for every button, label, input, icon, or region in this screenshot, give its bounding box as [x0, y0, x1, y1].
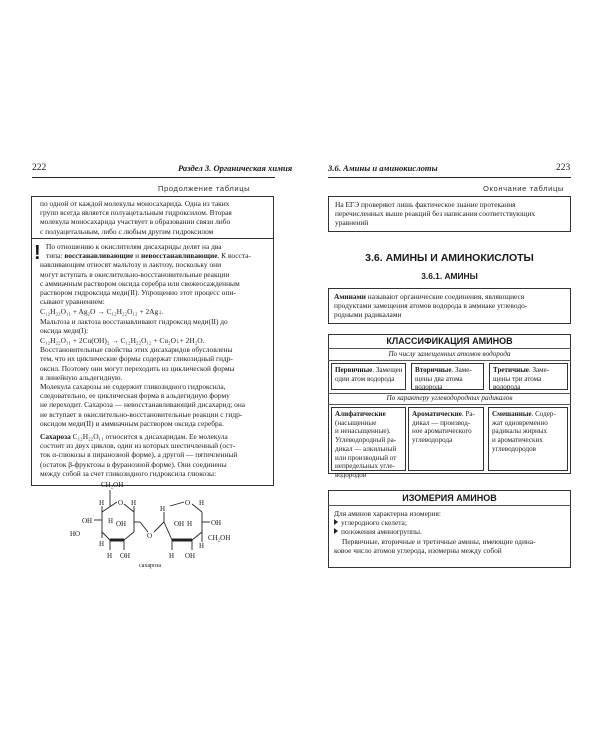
- text-line: с аммиачным раствором оксида серебра или свежеосажденным: [40, 278, 240, 288]
- cell-tertiary: [489, 363, 568, 395]
- equation-silver-mirror: C₁₂H₂₂O₁₁ + Ag₂O → C₁₂H₂₂O₁₂ + 2Ag↓.: [40, 307, 164, 317]
- subsection-title: 3.6.1. АМИНЫ: [421, 271, 478, 281]
- bond-line: [164, 522, 172, 540]
- text-line: щены три атома: [493, 374, 542, 383]
- text-line: водорода: [493, 383, 521, 392]
- bond-line: [192, 532, 202, 540]
- term-primary: Первичные: [335, 366, 373, 374]
- label-h: H: [199, 499, 205, 507]
- text-line: По отношению к окислителям дисахариды делят на два: [46, 242, 222, 251]
- text-line: (остаток β-фруктозы в фуранозной форме). Они соединены: [40, 459, 227, 469]
- text-line: жат одновременно: [492, 418, 548, 427]
- label-h: H: [131, 499, 137, 507]
- label-ch2oh-fructose: CH₂OH: [208, 534, 231, 542]
- label-h: H: [107, 552, 113, 560]
- text-line: щены два атома: [415, 374, 463, 383]
- sucrose-structure: [60, 478, 260, 570]
- bond-line: [170, 502, 184, 506]
- text-span: типа:: [46, 251, 65, 261]
- header-rule-left: [32, 177, 275, 178]
- text-line: непредельных угле-: [335, 462, 395, 471]
- text-line: [334, 292, 568, 301]
- warning-icon: !: [34, 242, 41, 264]
- text-line: тем, что их циклические формы содержат гликозидный гидр-: [40, 354, 233, 364]
- term-aliphatic: Алифатические: [335, 410, 386, 418]
- label-h: H: [160, 505, 166, 513]
- text-span: . К восста-: [217, 251, 251, 261]
- bond-line: [154, 522, 164, 532]
- text-line: оксидом меди(II) и аммиачным раствором оксида серебра.: [40, 418, 224, 428]
- bond-line: [140, 522, 148, 532]
- text-line: уравнений: [335, 218, 369, 228]
- label-bridge-oxygen: O: [147, 532, 153, 540]
- label-oh: OH: [211, 519, 222, 527]
- label-ring-oxygen: O: [185, 499, 191, 507]
- text-line: с полуацетальным, либо с любым другим гидроксилом: [40, 226, 214, 236]
- running-head-left: Раздел 3. Органическая химия: [178, 163, 293, 173]
- text-span: . Ра-: [461, 410, 475, 418]
- text-line: ное ароматического: [412, 427, 472, 436]
- text-line: Восстановительные свойства этих дисахаридов обусловлены: [40, 345, 233, 355]
- text-line: не переходит. Сахароза — невосстанавливающий дисахарид; она: [40, 400, 246, 410]
- term-mixed: Смешанные: [492, 410, 532, 418]
- bond-line: [102, 502, 117, 512]
- bond-line: [124, 532, 134, 540]
- text-line: Углеводородный ра-: [335, 436, 397, 445]
- running-head-right: 3.6. Амины и аминокислоты: [328, 163, 438, 173]
- table-rule: [328, 360, 571, 361]
- text-line: и ароматических: [492, 436, 543, 445]
- text-line: радикалы жирных: [492, 427, 548, 436]
- text-line: [493, 366, 564, 375]
- text-line: по одной от каждой молекулы моносахарида. Одна из таких: [40, 199, 230, 208]
- text-line: [412, 410, 481, 419]
- isomerism-text: [334, 509, 568, 555]
- definition-text: [334, 292, 568, 320]
- cell-secondary: [411, 363, 484, 395]
- page-number-right: 223: [556, 163, 571, 173]
- label-oh: OH: [174, 520, 185, 528]
- text-span: . Замещен: [372, 366, 403, 374]
- text-line: Первичные, вторичные и третичные амины, имеющие одина-: [342, 536, 536, 546]
- text-line: Для аминов характерна изомерия:: [334, 509, 441, 518]
- text-line: не вступает в окислительно-восстановительные реакции с гидр-: [40, 409, 243, 419]
- term-sucrose: Сахароза: [40, 432, 71, 442]
- text-line: [335, 410, 405, 419]
- text-line: углеводородов: [492, 444, 536, 453]
- text-line: дикал — производ-: [412, 418, 471, 427]
- label-oh: OH: [185, 552, 196, 560]
- text-line: [492, 410, 564, 419]
- isomerism-title: ИЗОМЕРИЯ АМИНОВ: [402, 493, 497, 503]
- cell-aliphatic: [331, 407, 409, 483]
- text-line: между собой за счет гликозидного гидроксила глюкозы:: [40, 468, 217, 478]
- term-secondary: Вторичные: [415, 366, 452, 374]
- term-nonreducing: невосстанавливающие: [140, 251, 218, 261]
- text-line: [46, 251, 272, 260]
- label-h: H: [99, 540, 105, 548]
- label-oh: OH: [82, 517, 93, 525]
- text-line: Молекула сахарозы не содержит гликозидного гидроксила,: [40, 382, 226, 392]
- label-h: H: [108, 517, 114, 525]
- label-oh: OH: [120, 552, 131, 560]
- heading-by-radical: По характеру углеводородных радикалов: [386, 394, 513, 402]
- term-reducing: восстанавливающие: [64, 251, 134, 261]
- header-rule-right: [328, 177, 571, 178]
- text-line: групп всегда является полуацетальным гидроксилом. Вторая: [40, 208, 232, 218]
- table-rule: [328, 404, 571, 405]
- text-line: раствором гидроксида меди(II). Упрощенно этот процесс опи-: [40, 288, 236, 297]
- heading-by-hydrogen: По числу замещенных атомов водорода: [388, 350, 511, 358]
- table-divider-left: [31, 238, 274, 239]
- continuation-label-left: Продолжение таблицы: [158, 184, 251, 193]
- cell-mixed: [488, 407, 568, 457]
- table-rule: [328, 348, 571, 349]
- text-span: C₁₂H₂₂O₁₁ относится к дисахаридам. Ее молекула: [70, 432, 228, 442]
- text-line: водородов: [335, 470, 367, 479]
- text-line: [415, 366, 480, 375]
- label-ring-oxygen: O: [118, 499, 124, 507]
- continuation-label-right: Окончание таблицы: [483, 184, 564, 193]
- text-line: ток α-глюкозы в пиранозной форме), а другой — пятичленный: [40, 450, 238, 460]
- text-line: один атом водорода: [335, 374, 395, 383]
- label-h: H: [187, 520, 193, 528]
- label-ch2oh-glucose: CH₂OH: [101, 481, 124, 489]
- text-line: водорода: [415, 383, 443, 392]
- equation-copper-hydroxide: C₁₂H₂₂O₁₁ + 2Cu(OH)₂ → C₁₂H₂₂O₁₂ + Cu₂O↓+ 2H₂O.: [40, 336, 205, 346]
- text-line: следовательно, ее циклическая форма в альдегидную форму: [40, 391, 230, 401]
- text-line: дикал — алкильный: [335, 444, 397, 453]
- paragraph-reducing-cont: [40, 260, 272, 478]
- page-number-left: 222: [32, 163, 47, 173]
- cell-aromatic: [408, 407, 485, 448]
- text-line: молекула моносахарида участвует в образовании связи либо: [40, 217, 231, 227]
- text-line: навливающим относят мальтозу и лактозу, поскольку они: [40, 260, 222, 270]
- text-span: и: [133, 251, 141, 261]
- text-span: . Заме-: [451, 366, 472, 374]
- term-aromatic: Ароматические: [412, 410, 462, 418]
- text-span: называют органические соединения, являющиеся: [365, 292, 525, 301]
- top-box-text-left: [40, 199, 270, 236]
- text-line: Мальтоза и лактоза восстанавливают гидроксид меди(II) до: [40, 316, 228, 326]
- structure-caption: сахароза: [139, 563, 162, 569]
- text-line: оксил. Поэтому они могут переходить из циклической формы: [40, 363, 235, 373]
- bullet-icon: [334, 519, 338, 525]
- label-h: H: [199, 542, 205, 550]
- text-line: оксида меди(I):: [40, 325, 89, 335]
- classification-title: КЛАССИФИКАЦИЯ АМИНОВ: [386, 336, 513, 346]
- text-span: . Содер-: [531, 410, 556, 418]
- text-line: состоит из двух циклов, один из которых шестичленный (ост-: [40, 441, 236, 451]
- text-line: в линейную альдегидную.: [40, 372, 123, 382]
- label-h: H: [169, 552, 175, 560]
- paragraph-reducing: [46, 242, 272, 260]
- text-line: [40, 432, 272, 441]
- text-line: углеводорода: [412, 436, 453, 445]
- text-line: перечисленных выше реакций без написания соответствующих: [335, 209, 536, 219]
- text-line: сывают уравнением:: [40, 297, 105, 307]
- term-amines: Аминами: [334, 292, 366, 301]
- bullet-icon: [334, 528, 338, 534]
- list-item: [334, 527, 568, 536]
- term-tertiary: Третичные: [493, 366, 529, 374]
- label-oh: OH: [116, 520, 127, 528]
- text-line: ковое число атомов углерода, изомерны между собой: [334, 545, 502, 555]
- table-rule: [328, 505, 571, 506]
- text-line: или производный от: [335, 453, 397, 462]
- text-span: углеродного скелета;: [341, 518, 407, 528]
- label-h: H: [99, 499, 105, 507]
- top-box-text-right: [335, 200, 567, 228]
- text-span: положения аминогруппы.: [341, 527, 422, 537]
- cell-primary: [331, 363, 409, 386]
- list-item: [334, 518, 568, 527]
- text-line: могут вступать в окислительно-восстановительные реакции: [40, 269, 230, 279]
- text-line: [335, 366, 405, 375]
- text-line: и ненасыщенные).: [335, 427, 391, 436]
- text-line: продуктами замещения атомов водорода в аммиаке углеводо-: [334, 301, 528, 311]
- text-span: . Заме-: [528, 366, 550, 374]
- section-title: 3.6. АМИНЫ И АМИНОКИСЛОТЫ: [365, 252, 534, 264]
- bond-line: [102, 532, 110, 540]
- text-line: На ЕГЭ проверяют лишь фактическое знание протекания: [335, 200, 516, 209]
- text-line: родными радикалами: [334, 310, 402, 320]
- text-line: (насыщенные: [335, 418, 377, 427]
- label-ho: HO: [70, 530, 81, 538]
